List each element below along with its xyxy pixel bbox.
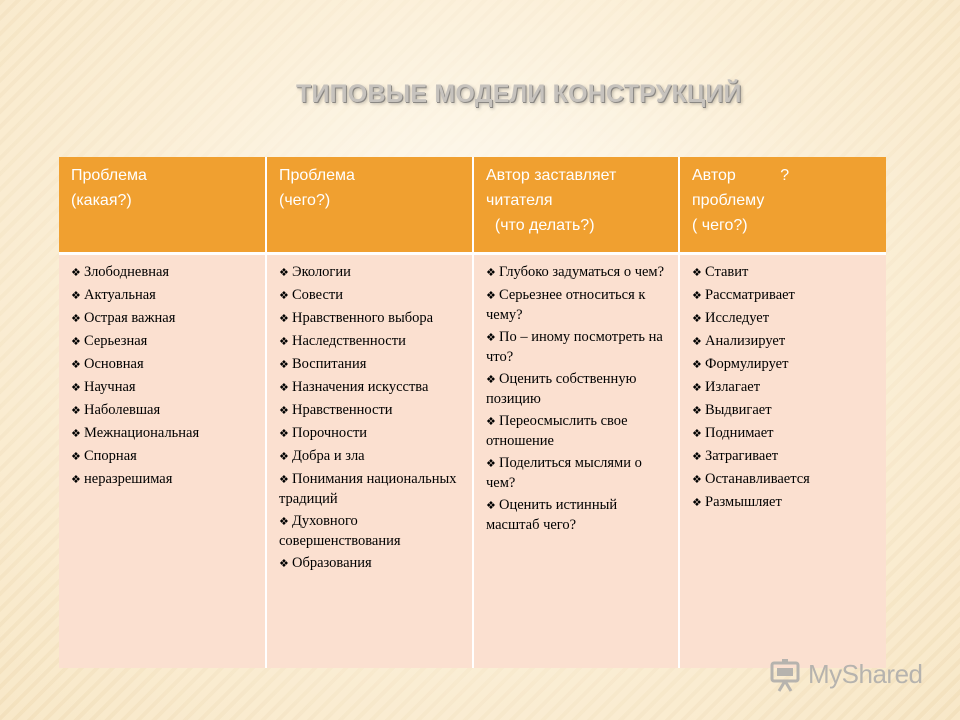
list-item-text: Совести [292,286,344,303]
diamond-bullet-icon: ❖ [486,499,496,512]
list-item [692,493,880,513]
diamond-bullet-icon: ❖ [486,373,496,386]
list-item-text: Понимания национальных традиций [279,470,457,507]
header-label: (чего?) [279,192,331,209]
list-item [692,401,880,421]
header-label: (что делать?) [486,217,595,234]
list-item [486,263,672,283]
diamond-bullet-icon: ❖ [279,473,289,486]
list-item [71,470,259,490]
diamond-bullet-icon: ❖ [279,266,289,279]
list-item-text: Спорная [84,447,137,464]
header-cell [266,157,473,253]
list-item [692,309,880,329]
diamond-bullet-icon: ❖ [486,415,496,428]
diamond-bullet-icon: ❖ [279,335,289,348]
list-item [279,470,466,509]
list-item-text: Нравственности [292,401,393,418]
header-label: Автор ? [692,167,790,184]
item-list [71,263,259,490]
slide-title: ТИПОВЫЕ МОДЕЛИ КОНСТРУКЦИЙ [296,80,742,108]
body-row [59,253,886,668]
diamond-bullet-icon: ❖ [71,473,81,486]
item-list [486,263,672,535]
diamond-bullet-icon: ❖ [279,404,289,417]
item-list [692,263,880,513]
list-item [71,378,259,398]
models-table [59,157,886,668]
list-item-text: Научная [84,378,136,395]
list-item [692,378,880,398]
list-item [279,424,466,444]
body-cell [266,253,473,668]
list-item-text: Затрагивает [705,447,779,464]
diamond-bullet-icon: ❖ [692,473,702,486]
list-item [486,496,672,535]
diamond-bullet-icon: ❖ [71,427,81,440]
list-item [71,309,259,329]
body-cell [473,253,679,668]
list-item [486,286,672,325]
diamond-bullet-icon: ❖ [692,427,702,440]
list-item [279,401,466,421]
diamond-bullet-icon: ❖ [279,312,289,325]
diamond-bullet-icon: ❖ [71,266,81,279]
list-item-text: Острая важная [84,309,176,326]
watermark-text: MyShared [808,659,923,689]
watermark-logo [768,655,938,695]
diamond-bullet-icon: ❖ [692,289,702,302]
diamond-bullet-icon: ❖ [279,557,289,570]
diamond-bullet-icon: ❖ [692,496,702,509]
list-item-text: Серьезнее относиться к чему? [486,286,646,323]
list-item-text: Экологии [292,263,351,280]
list-item-text: Образования [292,554,372,571]
diamond-bullet-icon: ❖ [71,289,81,302]
diamond-bullet-icon: ❖ [279,289,289,302]
list-item [71,401,259,421]
diamond-bullet-icon: ❖ [692,450,702,463]
item-list [279,263,466,574]
list-item-text: Формулирует [705,355,789,372]
list-item-text: Поделиться мыслями о чем? [486,454,642,491]
diamond-bullet-icon: ❖ [692,358,702,371]
diamond-bullet-icon: ❖ [486,457,496,470]
list-item-text: Исследует [705,309,770,326]
header-label: (какая?) [71,192,132,209]
diamond-bullet-icon: ❖ [692,404,702,417]
list-item [692,470,880,490]
list-item [692,263,880,283]
presentation-board-icon [768,657,806,695]
diamond-bullet-icon: ❖ [486,266,496,279]
list-item [692,332,880,352]
list-item-text: Наследственности [292,332,406,349]
list-item-text: Поднимает [705,424,774,441]
list-item [692,355,880,375]
diamond-bullet-icon: ❖ [279,450,289,463]
list-item [486,370,672,409]
list-item [279,447,466,467]
header-cell [473,157,679,253]
diamond-bullet-icon: ❖ [486,331,496,344]
list-item-text: Размышляет [705,493,782,510]
header-label: Автор заставляет [486,167,617,184]
list-item-text: Оценить собственную позицию [486,370,637,407]
list-item-text: Нравственного выбора [292,309,434,326]
diamond-bullet-icon: ❖ [692,312,702,325]
list-item-text: Порочности [292,424,368,441]
list-item [279,355,466,375]
diamond-bullet-icon: ❖ [279,358,289,371]
list-item [71,332,259,352]
diamond-bullet-icon: ❖ [692,266,702,279]
list-item [279,332,466,352]
list-item [486,328,672,367]
list-item-text: Оценить истинный масштаб чего? [486,496,618,533]
list-item-text: неразрешимая [84,470,173,487]
diamond-bullet-icon: ❖ [71,358,81,371]
list-item-text: Актуальная [84,286,156,303]
list-item [692,447,880,467]
list-item [486,412,672,451]
list-item-text: Назначения искусства [292,378,429,395]
diamond-bullet-icon: ❖ [279,515,289,528]
header-label: Проблема [279,167,355,184]
list-item [71,424,259,444]
list-item-text: Воспитания [292,355,367,372]
list-item [486,454,672,493]
list-item-text: Выдвигает [705,401,772,418]
list-item-text: Переосмыслить свое отношение [486,412,628,449]
header-row [59,157,886,253]
list-item [279,286,466,306]
body-cell [679,253,886,668]
header-label: читателя [486,192,553,209]
list-item-text: Рассматривает [705,286,795,303]
diamond-bullet-icon: ❖ [692,335,702,348]
list-item-text: По – иному посмотреть на что? [486,328,663,365]
list-item-text: Глубоко задуматься о чем? [499,263,665,280]
list-item-text: Анализирует [705,332,786,349]
list-item [71,447,259,467]
diamond-bullet-icon: ❖ [692,381,702,394]
list-item [692,286,880,306]
list-item-text: Духовного совершенствования [279,512,401,549]
header-cell [679,157,886,253]
diamond-bullet-icon: ❖ [71,450,81,463]
list-item [279,554,466,574]
list-item-text: Ставит [705,263,749,280]
diamond-bullet-icon: ❖ [71,381,81,394]
list-item-text: Добра и зла [292,447,365,464]
list-item-text: Злободневная [84,263,170,280]
diamond-bullet-icon: ❖ [71,404,81,417]
diamond-bullet-icon: ❖ [279,381,289,394]
diamond-bullet-icon: ❖ [71,335,81,348]
diamond-bullet-icon: ❖ [71,312,81,325]
list-item-text: Серьезная [84,332,148,349]
list-item-text: Основная [84,355,144,372]
list-item [692,424,880,444]
diamond-bullet-icon: ❖ [279,427,289,440]
list-item [279,309,466,329]
diamond-bullet-icon: ❖ [486,289,496,302]
list-item [279,512,466,551]
list-item-text: Межнациональная [84,424,200,441]
header-label: проблему [692,192,765,209]
list-item-text: Излагает [705,378,761,395]
header-label: ( чего?) [692,217,748,234]
header-label: Проблема [71,167,147,184]
list-item [71,355,259,375]
list-item [71,286,259,306]
body-cell [59,253,266,668]
list-item [71,263,259,283]
list-item-text: Наболевшая [84,401,161,418]
list-item [279,263,466,283]
list-item-text: Останавливается [705,470,810,487]
header-cell [59,157,266,253]
list-item [279,378,466,398]
